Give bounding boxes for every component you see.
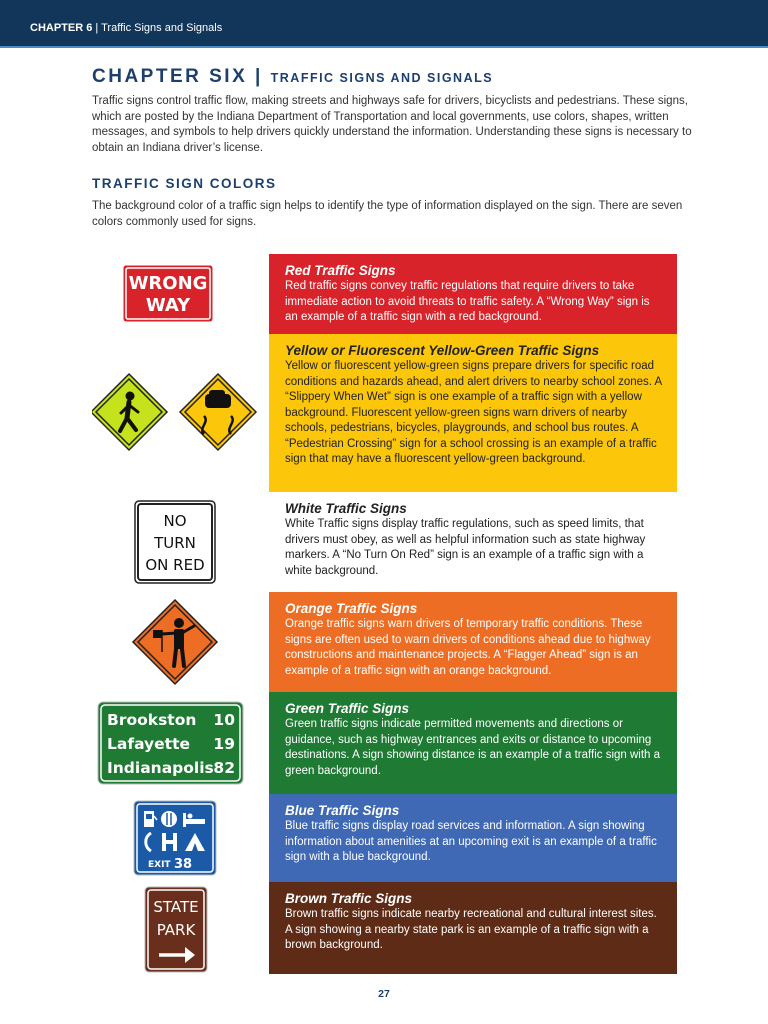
row-red-title: Red Traffic Signs [285,263,396,278]
distance-sign [92,692,269,794]
row-brown-title: Brown Traffic Signs [285,891,413,906]
row-blue [92,794,677,882]
exit-number: 38 [174,857,193,872]
wrong-way-sign [92,254,269,334]
row-orange-title: Orange Traffic Signs [285,601,418,616]
row-white-text [269,492,677,592]
header-chapter [30,22,222,34]
wrong-way-line-1: WRONG [128,273,208,294]
row-blue-title: Blue Traffic Signs [285,803,400,818]
row-red-text [269,254,677,334]
row-orange-text [269,592,677,692]
state-park-line-2: PARK [156,921,196,939]
chapter-title-sub: TRAFFIC SIGNS AND SIGNALS [270,71,494,85]
row-brown-text [269,882,677,974]
row-blue-image [92,794,269,883]
header-chapter-title: Traffic Signs and Signals [101,22,223,34]
page-number: 27 [378,988,390,1000]
header-bar [0,0,768,48]
flagger-ahead-sign [92,592,269,692]
colors-heading: TRAFFIC SIGN COLORS [92,176,277,191]
green-row-3-miles: 82 [213,759,235,777]
row-green [92,692,677,794]
row-green-image [92,692,269,795]
row-blue-body: Blue traffic signs display road services and information. A sign showing information about amenities at an upcoming exit is an example of a traffic sign with a blue background. [285,820,657,863]
row-white [92,492,677,592]
row-brown-image [92,882,269,974]
food-icon [161,811,177,827]
header-separator: | [95,22,99,34]
green-row-1-name: Brookston [107,711,197,729]
row-yellow-title: Yellow or Fluorescent Yellow-Green Traffic Signs [285,343,600,358]
exit-label: EXIT [148,860,171,870]
no-turn-line-3: ON RED [145,556,205,574]
yellow-warning-signs [92,334,269,492]
row-orange-image [92,592,269,693]
no-turn-on-red-sign [92,492,269,592]
green-row-2-name: Lafayette [107,735,191,753]
wrong-way-line-2: WAY [145,295,191,316]
row-white-image [92,492,269,593]
slippery-when-wet-sign [180,374,256,450]
row-brown [92,882,677,974]
row-green-body: Green traffic signs indicate permitted movements and directions or guidance, such as highway entrances and exits or distance to upcoming destinations. A sign showing distance is an example of a traffic sign with a green background. [285,718,661,777]
row-green-text [269,692,677,794]
row-red [92,254,677,334]
row-orange-body: Orange traffic signs warn drivers of temporary traffic conditions. These signs are often used to warn drivers of conditions ahead due to highway constructions and maintenance projects. A “Flagger Ahead” sign is an example of a traffic sign with an orange background. [285,618,651,677]
intro-paragraph: Traffic signs control traffic flow, making streets and highways safe for drivers, bicyclists and pedestrians. These signs, which are posted by the Indiana Department of Transportation and local governments, use colors, shapes, written messages, and symbols to help drivers quickly understand the information. Understanding these signs is necessary to obtain an Indiana driver’s license. [92,95,692,154]
row-yellow-text [269,334,677,492]
pedestrian-crossing-sign [92,374,167,450]
no-turn-line-2: TURN [154,534,196,552]
green-row-1-miles: 10 [213,711,235,729]
row-red-image [92,254,269,335]
header-chapter-label: CHAPTER 6 [30,22,93,34]
chapter-title [92,66,493,88]
colors-intro: The background color of a traffic sign helps to identify the type of information displayed on the sign. There are seven colors commonly used for signs. [92,200,683,228]
row-yellow [92,334,677,492]
row-brown-body: Brown traffic signs indicate nearby recreational and cultural interest sites. A sign showing a nearby state park is an example of a traffic sign with a brown background. [285,908,657,951]
row-yellow-image [92,334,269,493]
row-red-body: Red traffic signs convey traffic regulations that require drivers to take immediate action to avoid threats to traffic safety. A “Wrong Way” sign is an example of a traffic sign with a red background. [285,280,650,323]
services-sign [92,794,269,882]
row-white-body: White Traffic signs display traffic regulations, such as speed limits, that drivers must obey, as well as helpful information such as state highway markers. A “No Turn On Red” sign is an example of a traffic sign with a white background. [285,518,646,577]
no-turn-line-1: NO [163,512,187,530]
row-green-title: Green Traffic Signs [285,701,410,716]
row-orange [92,592,677,692]
green-row-3-name: Indianapolis [107,759,214,777]
state-park-sign [92,882,269,974]
row-white-title: White Traffic Signs [285,501,407,516]
row-yellow-body: Yellow or fluorescent yellow-green signs prepare drivers for specific road conditions and hazards ahead, and alert drivers to nearby school zones. A “Slippery When Wet” sign is one example of a traffic sign with a yellow background. Fluorescent yellow-green signs warn drivers of nearby schools, pedestrians, bicycles, playgrounds, and school bus routes. A “Pedestrian Crossing” sign for a school crossing is an example of a traffic sign that may have a fluorescent yellow-green background. [285,360,662,465]
state-park-line-1: STATE [153,898,199,916]
chapter-title-main: CHAPTER SIX | [92,66,263,87]
row-blue-text [269,794,677,882]
green-row-2-miles: 19 [213,735,235,753]
